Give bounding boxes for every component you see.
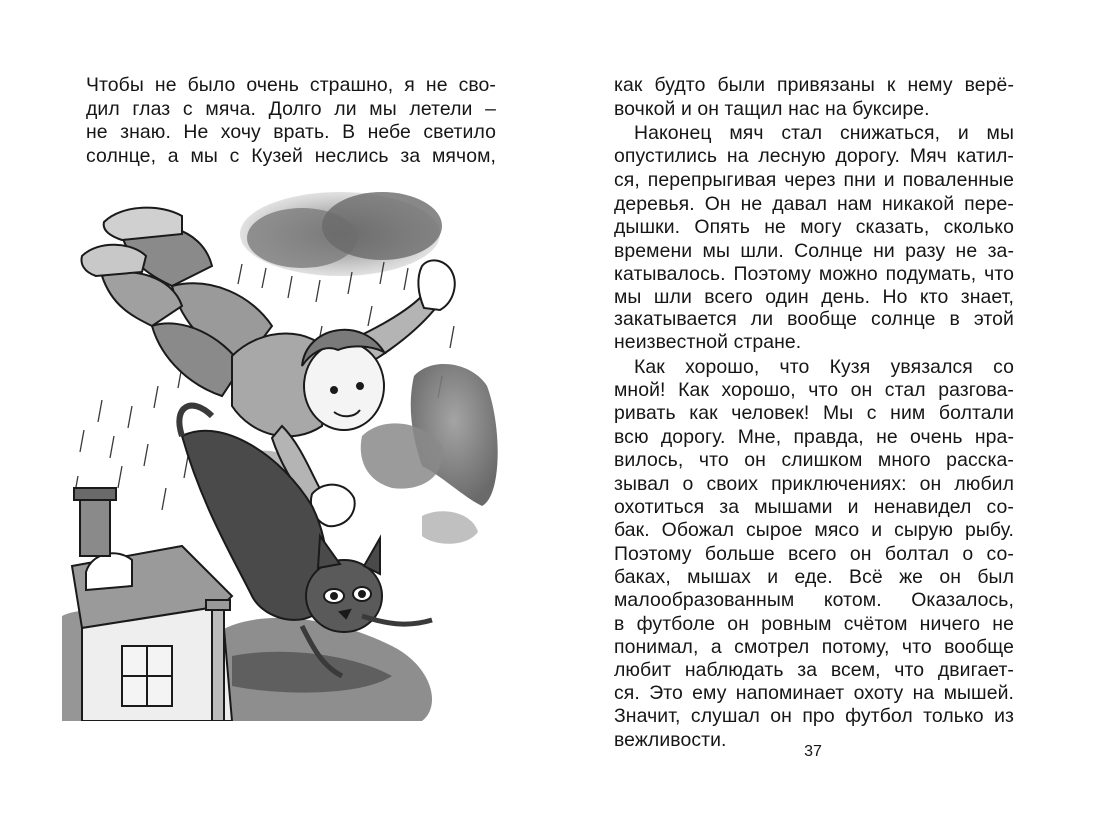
left-text-line-3: не знаю. Не хочу врать. В небе светило	[86, 121, 496, 143]
right-text-line-8: времени мы шли. Солнце ни разу не за-	[614, 240, 1014, 262]
right-text-line-12: неизвестной стране.	[614, 331, 802, 353]
right-text-line-4: опустились на лесную дорогу. Мяч катил-	[614, 145, 1014, 167]
right-text-line-26: любит наблюдать за всем, что двигает-	[614, 659, 1014, 681]
right-text-line-28: Значит, слушал он про футбол только из	[614, 705, 1014, 727]
left-text-line-2: дил глаз с мяча. Долго ли мы летели –	[86, 98, 496, 120]
right-text-line-14: мной! Как хорошо, что он стал разгова-	[614, 379, 1014, 401]
page-number: 37	[804, 743, 822, 760]
right-text-line-24: в футболе он ровным счётом ничего не	[614, 613, 1014, 635]
cloud	[240, 192, 442, 276]
right-text-line-2: вочкой и он тащил нас на буксире.	[614, 98, 930, 120]
right-text-line-1: как будто были привязаны к нему верё-	[614, 74, 1014, 96]
right-text-line-11: закатывается ли вообще солнце в этой	[614, 308, 1014, 330]
right-text-line-20: бак. Обожал сырое мясо и сырую рыбу.	[614, 519, 1014, 541]
right-text-line-15: ривать как человек! Мы с ним болтали	[614, 402, 1014, 424]
right-text-line-21: Поэтому больше всего он болтал о со-	[614, 543, 1014, 565]
left-text-line-1: Чтобы не было очень страшно, я не сво-	[86, 74, 496, 96]
right-text-line-29: вежливости.	[614, 729, 727, 751]
right-text-line-22: баках, мышах и еде. Всё же он был	[614, 566, 1014, 588]
right-text-line-19: охотиться за мышами и ненавидел со-	[614, 496, 1014, 518]
right-text-line-7: дышки. Опять не могу сказать, сколько	[614, 216, 1014, 238]
right-text-line-3: Наконец мяч стал снижаться, и мы	[634, 122, 1014, 144]
right-text-line-23: малообразованным котом. Оказалось,	[614, 589, 1014, 611]
boy-and-cat-flying-illustration	[62, 176, 512, 721]
right-text-line-9: катывалось. Поэтому можно подумать, что	[614, 263, 1014, 285]
right-text-line-5: ся, перепрыгивая через пни и поваленные	[614, 169, 1014, 191]
left-text-line-4: солнце, а мы с Кузей неслись за мячом,	[86, 145, 496, 167]
right-text-line-16: всю дорогу. Мне, правда, не очень нра-	[614, 426, 1014, 448]
right-text-line-13: Как хорошо, что Кузя увязался со	[634, 356, 1014, 378]
right-text-line-18: зывал о своих приключениях: он любил	[614, 473, 1014, 495]
right-text-line-10: мы шли всего один день. Но кто знает,	[614, 286, 1014, 308]
right-text-line-27: ся. Это ему напоминает охоту на мышей.	[614, 682, 1014, 704]
house	[72, 488, 232, 721]
right-text-line-25: понимал, а смотрел потому, что вообще	[614, 636, 1014, 658]
right-text-line-17: вилось, что он слишком много расска-	[614, 449, 1014, 471]
right-text-line-6: деревья. Он не давал нам никакой пере-	[614, 193, 1014, 215]
